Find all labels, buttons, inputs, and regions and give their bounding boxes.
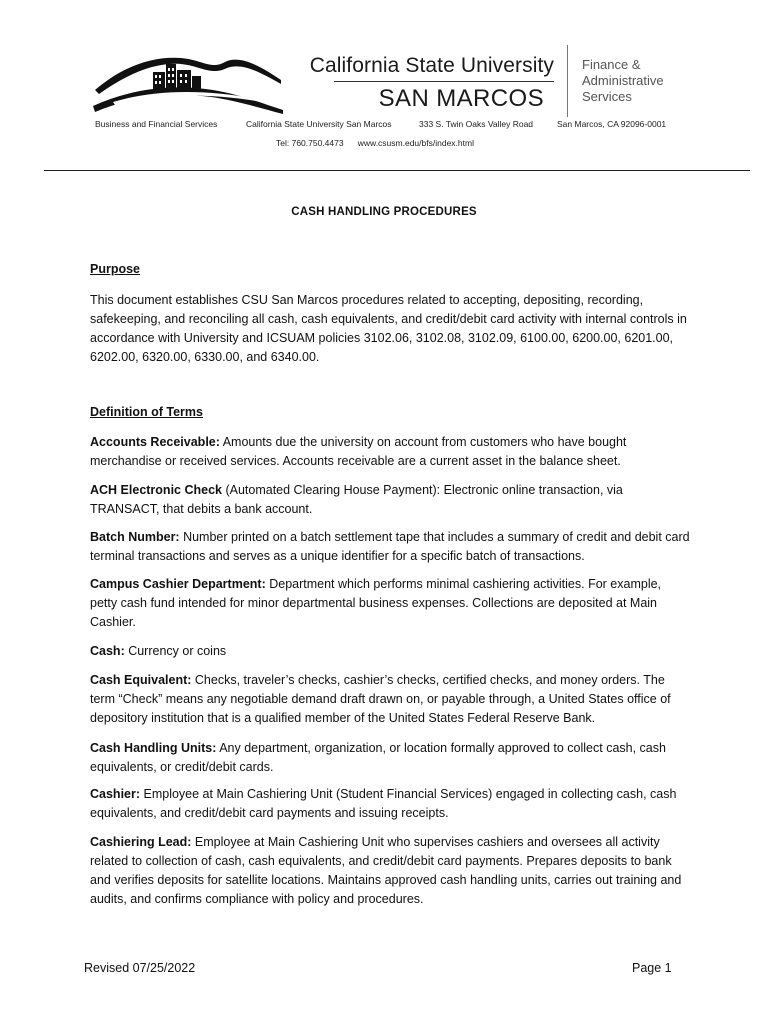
page-number: Page 1 bbox=[632, 961, 672, 975]
definition-term: Cash Equivalent: bbox=[90, 673, 192, 687]
definition-item bbox=[90, 739, 690, 777]
definition-term: Cash Handling Units: bbox=[90, 741, 217, 755]
purpose-text: This document establishes CSU San Marcos procedures related to accepting, depositing, recording, safekeeping, and reconciling all cash, cash equivalents, and credit/debit card activity with internal controls in accordance with University and ICSUAM policies 3102.06, 3102.08, 3102.09, 6100.00, 6200.00, 6201.00, 6202.00, 6320.00, 6330.00, and 6340.00. bbox=[90, 293, 687, 364]
definition-term: Accounts Receivable: bbox=[90, 435, 220, 449]
definition-item bbox=[90, 481, 690, 519]
dept-line-1: Finance & bbox=[582, 57, 641, 72]
header-rule bbox=[44, 170, 750, 171]
title-underline bbox=[334, 81, 554, 82]
university-name: California State University bbox=[309, 54, 554, 77]
department-name bbox=[582, 57, 664, 105]
definitions-heading: Definition of Terms bbox=[90, 405, 203, 419]
definition-item bbox=[90, 671, 690, 728]
definition-item bbox=[90, 433, 690, 471]
definition-term: Cashier: bbox=[90, 787, 141, 801]
contact-phone-web: Tel: 760.750.4473 www.csusm.edu/bfs/index.html bbox=[276, 138, 474, 148]
definition-text: (Automated Clearing House Payment): Electronic online transaction, via TRANSACT, that debits a bank account. bbox=[90, 483, 623, 516]
definition-text: Number printed on a batch settlement tape that includes a summary of credit and debit card terminal transactions and serves as a unique identifier for a specific batch of transactions. bbox=[90, 530, 690, 563]
definition-item bbox=[90, 833, 690, 909]
document-title: CASH HANDLING PROCEDURES bbox=[291, 206, 477, 218]
definition-term: Cashiering Lead: bbox=[90, 835, 192, 849]
definition-item bbox=[90, 575, 690, 632]
definition-text: Any department, organization, or location formally approved to collect cash, cash equivalents, or credit/debit cards. bbox=[90, 741, 666, 774]
contact-city: San Marcos, CA 92096-0001 bbox=[557, 119, 667, 129]
definition-text: Employee at Main Cashiering Unit who supervises cashiers and oversees all activity related to collection of cash, cash equivalents, and credit/debit card payments. Prepares deposits to bank and verifies deposits for satellite locations. Maintains approved cash handling units, carries out training and audits, and confirms compliance with policy and procedures. bbox=[90, 835, 682, 906]
definition-text: Department which performs minimal cashiering activities. For example, petty cash fund intended for minor departmental business expenses. Collections are deposited at Main Cashier. bbox=[90, 577, 662, 629]
csusm-logo-graphic bbox=[93, 50, 283, 118]
university-title-block bbox=[284, 54, 554, 112]
header-divider bbox=[567, 45, 568, 117]
definition-text: Checks, traveler’s checks, cashier’s checks, certified checks, and money orders. The term “Check” means any negotiable demand draft drawn on, or payable through, a United States office of depository institution that is a qualified member of the United States Federal Reserve Bank. bbox=[90, 673, 671, 725]
definition-term: Batch Number: bbox=[90, 530, 180, 544]
purpose-heading: Purpose bbox=[90, 262, 141, 276]
definition-item bbox=[90, 642, 690, 661]
dept-line-2: Administrative bbox=[582, 73, 664, 88]
contact-office: Business and Financial Services bbox=[95, 119, 218, 129]
definition-text: Employee at Main Cashiering Unit (Student Financial Services) engaged in collecting cash, cash equivalents, and credit/debit card payments and issuing receipts. bbox=[90, 787, 677, 820]
definition-term: Campus Cashier Department: bbox=[90, 577, 266, 591]
contact-street: 333 S. Twin Oaks Valley Road bbox=[419, 119, 534, 129]
definition-item bbox=[90, 785, 690, 823]
definition-text: Currency or coins bbox=[124, 644, 227, 658]
contact-university: California State University San Marcos bbox=[246, 119, 392, 129]
definition-term: Cash: bbox=[90, 644, 125, 658]
definition-item bbox=[90, 528, 690, 566]
dept-line-3: Services bbox=[582, 89, 632, 104]
definition-term: ACH Electronic Check bbox=[90, 483, 222, 497]
definition-text: Amounts due the university on account from customers who have bought merchandise or received services. Accounts receivable are a current asset in the balance sheet. bbox=[90, 435, 627, 468]
revision-date: Revised 07/25/2022 bbox=[84, 961, 196, 975]
campus-name: SAN MARCOS bbox=[378, 85, 544, 112]
